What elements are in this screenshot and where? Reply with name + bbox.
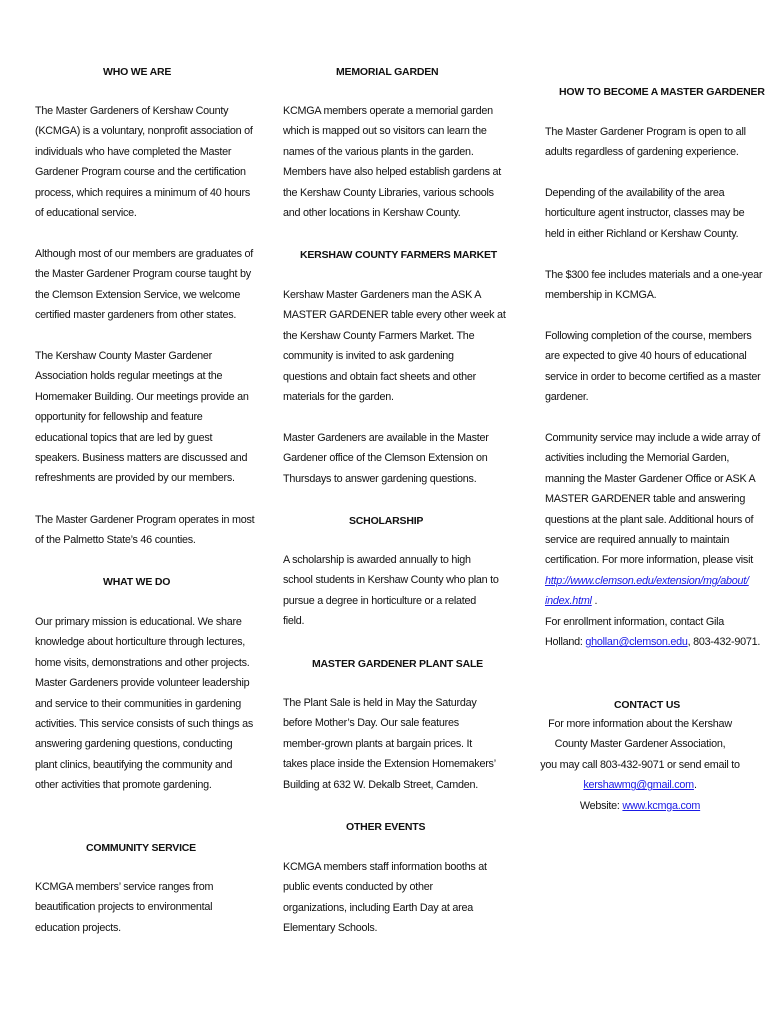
who-paragraph-2: Although most of our members are graduates of the Master Gardener Program course taught by the Clemson Extension Service, we welcome certified master gardeners from other states. [35,248,254,322]
scholarship-paragraph-1: A scholarship is awarded annually to high school students in Kershaw County who plan to pursue a degree in horticulture or a related field. [283,554,499,628]
contact-us-heading: CONTACT US [614,699,681,711]
who-we-are-heading: WHO WE ARE [103,66,172,78]
how-to-become-heading: HOW TO BECOME A MASTER GARDENER [559,86,765,98]
extension-mg-link-continued[interactable]: index.html [545,595,592,608]
memorial-garden-heading: MEMORIAL GARDEN [336,66,439,78]
scholarship-heading: SCHOLARSHIP [349,515,424,527]
community-paragraph-1: KCMGA members’ service ranges from beautification projects to environmental education projects. [35,881,214,934]
market-paragraph-1: Kershaw Master Gardeners man the ASK A MASTER GARDENER table every other week at the Kershaw County Farmers Market. The community is invited to ask gardening questions and obtain fact sheets and other materials for the garden. [283,289,506,404]
become-paragraph-2: Depending of the availability of the area horticulture agent instructor, classes may be held in either Richland or Kershaw County. [545,187,745,240]
extension-mg-link[interactable]: http://www.clemson.edu/extension/mg/about/ [545,574,749,587]
other-events-heading: OTHER EVENTS [346,821,426,833]
become-paragraph-5: Community service may include a wide array of activities including the Memorial Garden, manning the Master Gardener Office or ASK A MASTER GARDENER table and answering questions at the plant sale. Additional hours of service are required annually to maintain certification. For more information, please visit http://www.clemson.edu/extension/mg/about/ index.html . For enrollment information, contact Gila Holland: ghollan@clemson.edu, 803-432-9071. [545,432,761,649]
community-service-heading: COMMUNITY SERVICE [86,842,196,854]
website-link[interactable]: www.kcmga.com [622,799,701,812]
what-paragraph-1: Our primary mission is educational. We share knowledge about horticulture through lectures, home visits, demonstrations and other projects. Master Gardeners provide volunteer leadership and service to their communities in gardening activities. This service consists of such things as answering gardening questions, conducting plant clinics, beautifying the community and other activities that promote gardening. [35,616,254,792]
farmers-market-heading: KERSHAW COUNTY FARMERS MARKET [300,249,498,261]
become-paragraph-3: The $300 fee includes materials and a one-year membership in KCMGA. [545,269,763,302]
memorial-paragraph-1: KCMGA members operate a memorial garden which is mapped out so visitors can learn the names of the various plants in the garden. Members have also helped establish gardens at the Kershaw County Libraries, various schools and other locations in Kershaw County. [283,105,502,220]
who-paragraph-3: The Kershaw County Master Gardener Association holds regular meetings at the Homemaker Building. Our meetings provide an opportunity for fellowship and feature educational topics that are led by guest speakers. Business matters are discussed and refreshments are provided by our members. [35,350,249,485]
contact-paragraph: For more information about the Kershaw County Master Gardener Association, you may call 803-432-9071 or send email to kershawmg@gmail.com. Website: www.kcmga.com [540,718,740,812]
contact-email-link[interactable]: kershawmg@gmail.com [583,779,694,792]
what-we-do-heading: WHAT WE DO [103,576,171,588]
plant-sale-heading: MASTER GARDENER PLANT SALE [312,658,483,670]
enrollment-email-link[interactable]: ghollan@clemson.edu [585,636,688,649]
who-paragraph-4: The Master Gardener Program operates in most of the Palmetto State’s 46 counties. [35,514,255,547]
who-paragraph-1: The Master Gardeners of Kershaw County (KCMGA) is a voluntary, nonprofit association of individuals who have completed the Master Gardener Program course and the certification process, which requires a minimum of 40 hours of educational service. [35,105,253,220]
market-paragraph-2: Master Gardeners are available in the Master Gardener office of the Clemson Extension on Thursdays to answer gardening questions. [283,432,489,485]
sale-paragraph-1: The Plant Sale is held in May the Saturday before Mother’s Day. Our sale features member-grown plants at bargain prices. It takes place inside the Extension Homemakers’ Building at 632 W. Dekalb Street, Camden. [283,697,496,791]
become-paragraph-4: Following completion of the course, members are expected to give 40 hours of educational service in order to become certified as a master gardener. [545,330,761,404]
become-paragraph-1: The Master Gardener Program is open to all adults regardless of gardening experience. [545,126,746,159]
events-paragraph-1: KCMGA members staff information booths at public events conducted by other organizations, including Earth Day at area Elementary Schools. [283,861,487,935]
